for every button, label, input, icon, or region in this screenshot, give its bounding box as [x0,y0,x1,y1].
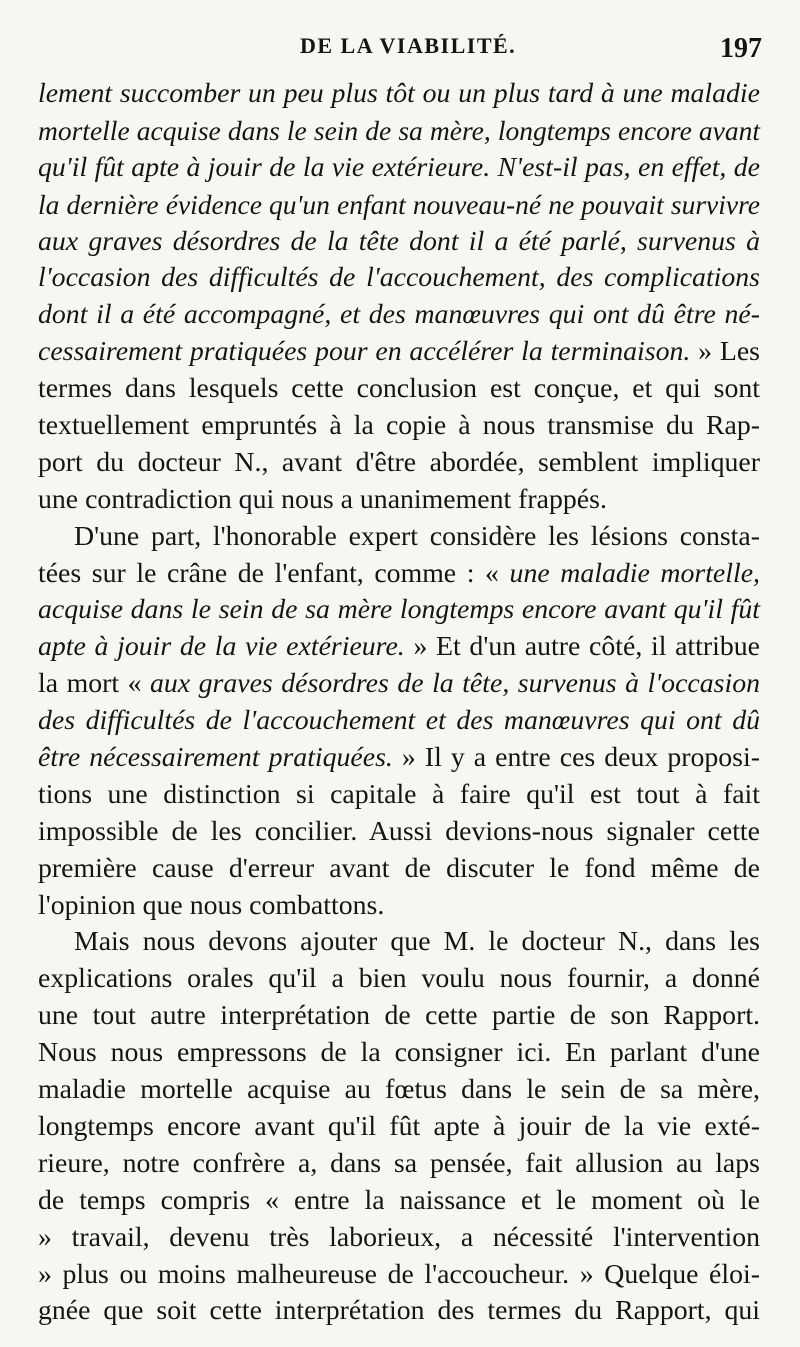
text-line [38,814,760,851]
text-segment: aux graves désordres de la tête, survenus à l'occasion [149,668,760,700]
body-text [38,76,760,1330]
text-segment: textuellement empruntés à la copie à nous transmise du Rap- [38,410,760,442]
text-segment: tées sur le crâne de l'enfant, comme : « [38,557,510,589]
text-segment: » plus ou moins malheureuse de l'accoucheur. » Quelque éloi- [38,1258,760,1290]
text-line [38,76,760,113]
text-segment: première cause d'erreur avant de discuter le fond même de [38,852,760,884]
text-line [38,371,760,408]
text-line [38,113,760,150]
text-segment: des difficultés de l'accouchement et des manœuvres qui ont dû [38,705,760,737]
text-line [38,1072,760,1109]
text-line [38,1146,760,1183]
text-line [38,482,760,519]
text-segment: être nécessairement pratiquées. [38,742,393,774]
text-segment: une maladie mortelle, [509,557,760,589]
text-segment: explications orales qu'il a bien voulu nous fournir, a donné [38,963,760,995]
running-head [0,33,800,67]
text-line [38,187,760,224]
text-line [38,1035,760,1072]
text-segment: impossible de les concilier. Aussi devions-nous signaler cette [38,815,760,847]
text-line [38,1220,760,1257]
text-segment: aux graves désordres de la tête dont il a été parlé, survenus à [38,225,760,257]
text-segment: de temps compris « entre la naissance et le moment où le [38,1184,760,1216]
text-segment: cessairement pratiquées pour en accélérer la terminaison. [38,336,691,368]
text-segment: Mais nous devons ajouter que M. le docteur N., dans les [74,926,760,958]
text-segment: Nous nous empressons de la consigner ici. En parlant d'une [38,1037,760,1069]
text-line [38,851,760,888]
text-line [38,998,760,1035]
text-line [38,334,760,371]
text-segment: l'occasion des difficultés de l'accouchement, des complications [38,262,760,294]
text-line [38,224,760,261]
text-segment: D'une part, l'honorable expert considère les lésions consta- [74,520,760,552]
text-line [38,924,760,961]
text-segment: longtemps encore avant qu'il fût apte à jouir de la vie exté- [38,1110,760,1142]
text-line [38,740,760,777]
text-line [38,703,760,740]
text-segment: » Et d'un autre côté, il attribue [404,631,760,663]
text-line [38,1257,760,1294]
text-line [38,260,760,297]
text-segment: qu'il fût apte à jouir de la vie extérieure. N'est-il pas, en effet, de [38,151,760,183]
text-line [38,592,760,629]
text-line [38,1293,760,1330]
text-line [38,777,760,814]
text-segment: rieure, notre confrère a, dans sa pensée, fait allusion au laps [38,1147,760,1179]
running-title: DE LA VIABILITÉ. [300,33,517,58]
text-segment: la dernière évidence qu'un enfant nouveau-né ne pouvait survivre [38,188,760,220]
page-number: 197 [720,33,762,64]
text-line [38,961,760,998]
text-line [38,888,760,925]
text-line [38,1183,760,1220]
text-line [38,556,760,593]
text-line [38,408,760,445]
text-segment: apte à jouir de la vie extérieure. [38,631,405,663]
text-line [38,297,760,334]
text-segment: gnée que soit cette interprétation des termes du Rapport, qui [38,1295,760,1327]
text-segment: une contradiction qui nous a unanimement frappés. [38,483,607,515]
text-segment: l'opinion que nous combattons. [38,889,385,921]
text-segment: tions une distinction si capitale à faire qu'il est tout à fait [38,778,760,810]
text-line [38,629,760,666]
text-segment: » Les [690,336,760,368]
text-line [38,666,760,703]
text-segment: » Il y a entre ces deux proposi- [392,742,760,774]
text-segment: acquise dans le sein de sa mère longtemps encore avant qu'il fût [38,594,760,626]
text-segment: maladie mortelle acquise au fœtus dans le sein de sa mère, [38,1074,760,1106]
text-segment: lement succomber un peu plus tôt ou un plus tard à une maladie [38,78,760,109]
text-segment: port du docteur N., avant d'être abordée, semblent impliquer [38,446,760,478]
text-line [38,445,760,482]
text-segment: une tout autre interprétation de cette partie de son Rapport. [38,1000,760,1032]
text-line [38,519,760,556]
text-segment: mortelle acquise dans le sein de sa mère, longtemps encore avant [38,114,760,146]
text-line [38,1109,760,1146]
text-segment: la mort « [38,668,150,700]
text-segment: » travail, devenu très laborieux, a nécessité l'intervention [38,1221,760,1253]
text-segment: dont il a été accompagné, et des manœuvres qui ont dû être né- [38,299,760,331]
text-segment: termes dans lesquels cette conclusion est conçue, et qui sont [38,373,760,405]
text-line [38,150,760,187]
